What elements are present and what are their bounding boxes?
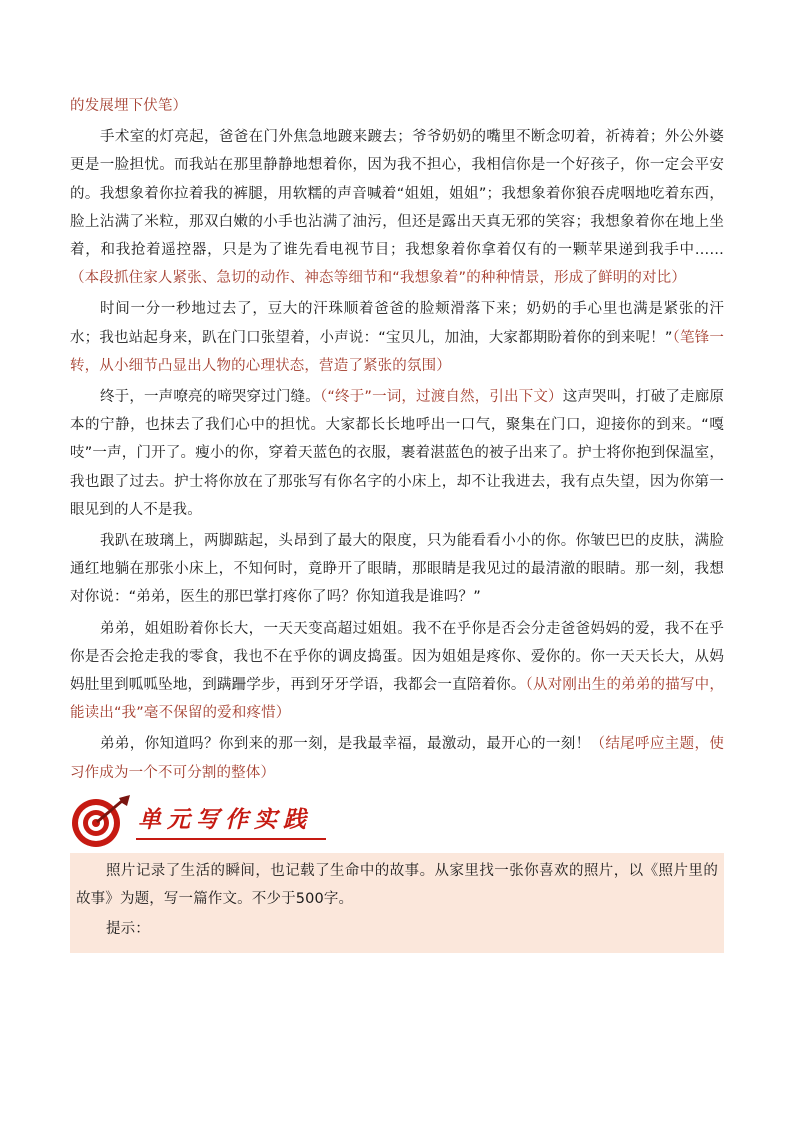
task-hint-label: 提示： — [106, 921, 150, 938]
section-banner — [70, 793, 724, 851]
task-prompt: 照片记录了生活的瞬间，也记载了生命中的故事。从家里找一张你喜欢的照片，以《照片里的故事》为题，写一篇作文。不少于500字。 — [76, 862, 718, 908]
paragraph-3 — [70, 383, 724, 524]
annotation: （结尾呼应主题，使习作成为一个不可分割的整体） — [70, 736, 724, 781]
paragraph-0 — [70, 92, 724, 120]
body-text-continued: 这声哭叫，打破了走廊原本的宁静，也抹去了我们心中的担忧。大家都长长地呼出一口气，聚集在门口，迎接你的到来。“嘎吱”一声，门开了。瘦小的你，穿着天蓝色的衣服，裹着湛蓝色的被子出来了。护士将你抱到保温室，我也跟了过去。护士将你放在了那张写有你名字的小床上，却不让我进去，我有点失望，因为你第一眼见到的人不是我。 — [70, 389, 724, 518]
annotation: （从对刚出生的弟弟的描写中，能读出“我”毫不保留的爱和疼惜） — [70, 677, 724, 722]
paragraph-6 — [70, 730, 724, 786]
document-page — [70, 92, 724, 953]
body-text: 终于，一声嘹亮的啼哭穿过门缝。 — [100, 389, 320, 406]
annotation: 的发展埋下伏笔） — [70, 98, 188, 114]
body-text: 弟弟，姐姐盼着你长大，一天天变高超过姐姐。我不在乎你是否会分走爸爸妈妈的爱，我不在乎你是否会抢走我的零食，我也不在乎你的调皮捣蛋。因为姐姐是疼你、爱你的。你一天天长大，从妈妈肚里到呱呱坠地，到蹒跚学步，再到牙牙学语，我都会一直陪着你。 — [70, 620, 724, 694]
paragraph-4 — [70, 527, 724, 612]
annotation: （“终于”一词，过渡自然，引出下文） — [319, 389, 563, 406]
annotation: （本段抓住家人紧张、急切的动作、神态等细节和“我想象着”的种种情景，形成了鲜明的对比） — [70, 270, 686, 287]
title-underline — [136, 838, 326, 840]
target-icon — [70, 795, 132, 849]
section-title: 单元写作实践 — [138, 805, 312, 833]
body-text: 时间一分一秒地过去了，豆大的汗珠顺着爸爸的脸颊滑落下来；奶奶的手心里也满是紧张的汗水；我也站起身来，趴在门口张望着，小声说：“宝贝儿，加油，大家都期盼着你的到来呢！” — [70, 301, 724, 346]
body-text: 弟弟，你知道吗？你到来的那一刻，是我最幸福，最激动，最开心的一刻！ — [100, 736, 591, 753]
body-text: 手术室的灯亮起，爸爸在门外焦急地踱来踱去；爷爷奶奶的嘴里不断念叨着，祈祷着；外公外婆更是一脸担忧。而我站在那里静静地想着你，因为我不担心，我相信你是一个好孩子，你一定会平安的。我想象着你拉着我的裤腿，用软糯的声音喊着“姐姐，姐姐”；我想象着你狼吞虎咽地吃着东西，脸上沾满了米粒，那双白嫩的小手也沾满了油污，但还是露出天真无邪的笑容；我想象着你在地上坐着，和我抢着遥控器，只是为了谁先看电视节目；我想象着你拿着仅有的一颗苹果递到我手中…… — [70, 129, 724, 259]
paragraph-5 — [70, 615, 724, 728]
annotation: （笔锋一转，从小细节凸显出人物的心理状态，营造了紧张的氛围） — [70, 329, 724, 374]
body-text: 我趴在玻璃上，两脚踮起，头昂到了最大的限度，只为能看看小小的你。你皱巴巴的皮肤，满脸通红地躺在那张小床上，不知何时，竟睁开了眼睛，那眼睛是我见过的最清澈的眼睛。那一刻，我想对你说：“弟弟，医生的那巴掌打疼你了吗？你知道我是谁吗？” — [70, 533, 724, 606]
paragraph-2 — [70, 295, 724, 380]
writing-task-box — [70, 853, 724, 954]
paragraph-1 — [70, 123, 724, 292]
